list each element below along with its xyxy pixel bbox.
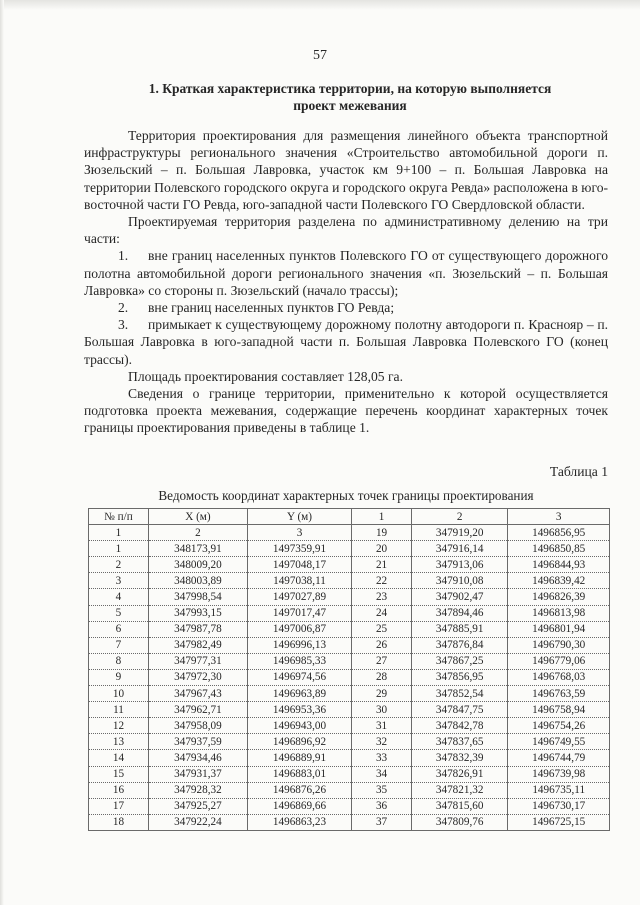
table-cell: 30 [352, 702, 412, 718]
table-row [89, 750, 610, 766]
list-item-text: вне границ населенных пунктов ГО Ревда; [148, 300, 395, 316]
table-cell: 347967,43 [148, 686, 247, 702]
table-cell: 1496863,23 [247, 814, 351, 830]
table-cell: 347928,32 [148, 782, 247, 798]
table-cell: 1497048,17 [247, 557, 351, 573]
header-cell: 1 [352, 509, 412, 525]
list-item-number: 1. [118, 248, 129, 264]
table-cell: 1496730,17 [508, 798, 610, 814]
table-row [89, 637, 610, 653]
subheader-cell: 19 [352, 525, 412, 541]
table-cell: 347902,47 [411, 589, 507, 605]
table-cell: 34 [352, 766, 412, 782]
table-cell: 18 [89, 814, 149, 830]
table-cell: 5 [89, 605, 149, 621]
header-cell: № п/п [89, 509, 149, 525]
table-cell: 26 [352, 637, 412, 653]
table-cell: 23 [352, 589, 412, 605]
table-cell: 15 [89, 766, 149, 782]
table-cell: 347916,14 [411, 541, 507, 557]
table-row [89, 718, 610, 734]
table-cell: 24 [352, 605, 412, 621]
table-cell: 9 [89, 669, 149, 685]
table-cell: 27 [352, 653, 412, 669]
table-cell: 1496758,94 [508, 702, 610, 718]
table-cell: 1496985,33 [247, 653, 351, 669]
table-cell: 347885,91 [411, 621, 507, 637]
table-cell: 347931,37 [148, 766, 247, 782]
table-cell: 1496896,92 [247, 734, 351, 750]
table-row [89, 686, 610, 702]
list-item-number: 3. [118, 317, 129, 333]
table-cell: 29 [352, 686, 412, 702]
table-cell: 1496943,00 [247, 718, 351, 734]
table-cell: 347809,76 [411, 814, 507, 830]
paragraph-territory: Территория проектирования для размещения линейного объекта транспортной инфраструктуры регионального значения «Строительство автомобильной дороги п. Зюзельский – п. Большая Лавровка, участок км 9+100 – п. Большая Лавровка на территории Полевского городского округа и городского округа Ревда» расположена в юго-восточной части ГО Ревда, юго-западной части Полевского ГО Свердловской области. [84, 128, 609, 212]
table-cell: 347998,54 [148, 589, 247, 605]
table-cell: 347972,30 [148, 669, 247, 685]
table-cell: 16 [89, 782, 149, 798]
table-cell: 1496850,85 [508, 541, 610, 557]
table-cell: 347977,31 [148, 653, 247, 669]
table-cell: 347894,46 [411, 605, 507, 621]
table-cell: 12 [89, 718, 149, 734]
table-cell: 8 [89, 653, 149, 669]
table-cell: 1496963,89 [247, 686, 351, 702]
table-row [89, 605, 610, 621]
list-item [84, 299, 608, 316]
table-cell: 347821,32 [411, 782, 507, 798]
table-row [89, 557, 610, 573]
table-cell: 17 [89, 798, 149, 814]
table-cell: 1496844,93 [508, 557, 610, 573]
table-cell: 4 [89, 589, 149, 605]
section-heading [100, 80, 600, 114]
page-number: 57 [313, 48, 327, 63]
table-row [89, 702, 610, 718]
table-cell: 3 [89, 573, 149, 589]
table-cell: 1496889,91 [247, 750, 351, 766]
section-heading-line2: проект межевания [293, 98, 407, 113]
table-cell: 21 [352, 557, 412, 573]
table-row [89, 734, 610, 750]
table-cell: 347856,95 [411, 669, 507, 685]
table-cell: 347937,59 [148, 734, 247, 750]
table-cell: 1496876,26 [247, 782, 351, 798]
table-row [89, 573, 610, 589]
table-cell: 10 [89, 686, 149, 702]
subheader-cell: 1 [89, 525, 149, 541]
table-cell: 32 [352, 734, 412, 750]
section-heading-line1: 1. Краткая характеристика территории, на которую выполняется [148, 81, 552, 96]
table-cell: 20 [352, 541, 412, 557]
table-cell: 1496744,79 [508, 750, 610, 766]
table-cell: 28 [352, 669, 412, 685]
table-cell: 1496763,59 [508, 686, 610, 702]
list-item [84, 316, 608, 368]
list-item [84, 247, 608, 299]
table-cell: 347876,84 [411, 637, 507, 653]
table-cell: 348173,91 [148, 541, 247, 557]
table-cell: 13 [89, 734, 149, 750]
table-cell: 35 [352, 782, 412, 798]
table-cell: 347826,91 [411, 766, 507, 782]
table-cell: 11 [89, 702, 149, 718]
table-cell: 1496725,15 [508, 814, 610, 830]
table-cell: 347962,71 [148, 702, 247, 718]
paragraph-division: Проектируемая территория разделена по административному делению на три части: [84, 214, 608, 247]
list-item-text: вне границ населенных пунктов Полевского ГО от существующего дорожного полотна автомобильной дороги регионального значения «п. Зюзельский – п. Большая Лавровка» со стороны п. Зюзельский (начало трассы); [84, 248, 608, 298]
table-cell: 22 [352, 573, 412, 589]
table-cell: 1496883,01 [247, 766, 351, 782]
table-cell: 25 [352, 621, 412, 637]
table-cell: 347867,25 [411, 653, 507, 669]
table-subheader-row [89, 525, 610, 541]
table-row [89, 798, 610, 814]
table-cell: 347910,08 [411, 573, 507, 589]
table-row [89, 669, 610, 685]
table-cell: 347852,54 [411, 686, 507, 702]
table-cell: 1 [89, 541, 149, 557]
table-cell: 1496869,66 [247, 798, 351, 814]
table-row [89, 589, 610, 605]
table-cell: 347982,49 [148, 637, 247, 653]
coordinates-table [88, 508, 610, 831]
table-row [89, 653, 610, 669]
scan-left-shadow [0, 0, 4, 905]
table-cell: 1496826,39 [508, 589, 610, 605]
table-cell: 1496739,98 [508, 766, 610, 782]
table-cell: 2 [89, 557, 149, 573]
header-cell: Y (м) [247, 509, 351, 525]
subheader-cell: 1496856,95 [508, 525, 610, 541]
table-cell: 33 [352, 750, 412, 766]
list-item-text: примыкает к существующему дорожному полотну автодороги п. Краснояр – п. Большая Лавровка в юго-западной части п. Большая Лавровка Полевского ГО (конец трассы). [84, 317, 608, 367]
table-cell: 1497017,47 [247, 605, 351, 621]
subheader-cell: 2 [148, 525, 247, 541]
header-cell: 2 [411, 509, 507, 525]
subheader-cell: 3 [247, 525, 351, 541]
table-cell: 1496754,26 [508, 718, 610, 734]
table-cell: 347815,60 [411, 798, 507, 814]
table-cell: 1496974,56 [247, 669, 351, 685]
table-cell: 1497359,91 [247, 541, 351, 557]
table-cell: 1496735,11 [508, 782, 610, 798]
body-text [84, 127, 608, 437]
table-cell: 347958,09 [148, 718, 247, 734]
table-cell: 1496749,55 [508, 734, 610, 750]
table-cell: 347934,46 [148, 750, 247, 766]
paragraph-area: Площадь проектирования составляет 128,05 га. [128, 368, 403, 384]
table-cell: 1496801,94 [508, 621, 610, 637]
table-cell: 348003,89 [148, 573, 247, 589]
table-cell: 1497038,11 [247, 573, 351, 589]
table-cell: 1497006,87 [247, 621, 351, 637]
table-row [89, 814, 610, 830]
table-header-row [89, 509, 610, 525]
table-cell: 1496953,36 [247, 702, 351, 718]
table-cell: 1496790,30 [508, 637, 610, 653]
table-row [89, 782, 610, 798]
table-cell: 1497027,89 [247, 589, 351, 605]
table-cell: 347832,39 [411, 750, 507, 766]
table-cell: 1496839,42 [508, 573, 610, 589]
header-cell: X (м) [148, 509, 247, 525]
table-cell: 1496779,06 [508, 653, 610, 669]
table-cell: 347922,24 [148, 814, 247, 830]
table-cell: 347842,78 [411, 718, 507, 734]
table-cell: 1496996,13 [247, 637, 351, 653]
table-caption: Ведомость координат характерных точек границы проектирования [158, 488, 534, 503]
paragraph-boundary-info: Сведения о границе территории, применительно к которой осуществляется подготовка проекта межевания, содержащие перечень координат характерных точек границы проектирования приведены в таблице 1. [84, 386, 608, 436]
list-item-number: 2. [118, 300, 129, 316]
scan-edge-shadow [0, 0, 640, 10]
table-cell: 31 [352, 718, 412, 734]
table-cell: 347837,65 [411, 734, 507, 750]
table-cell: 347913,06 [411, 557, 507, 573]
table-row [89, 541, 610, 557]
subheader-cell: 347919,20 [411, 525, 507, 541]
table-cell: 347987,78 [148, 621, 247, 637]
table-cell: 347993,15 [148, 605, 247, 621]
table-cell: 36 [352, 798, 412, 814]
table-cell: 1496768,03 [508, 669, 610, 685]
table-cell: 14 [89, 750, 149, 766]
table-cell: 348009,20 [148, 557, 247, 573]
table-row [89, 621, 610, 637]
table-cell: 7 [89, 637, 149, 653]
table-cell: 6 [89, 621, 149, 637]
table-label: Таблица 1 [549, 464, 608, 479]
table-cell: 37 [352, 814, 412, 830]
table-cell: 347847,75 [411, 702, 507, 718]
table-cell: 347925,27 [148, 798, 247, 814]
table-cell: 1496813,98 [508, 605, 610, 621]
table-row [89, 766, 610, 782]
header-cell: 3 [508, 509, 610, 525]
